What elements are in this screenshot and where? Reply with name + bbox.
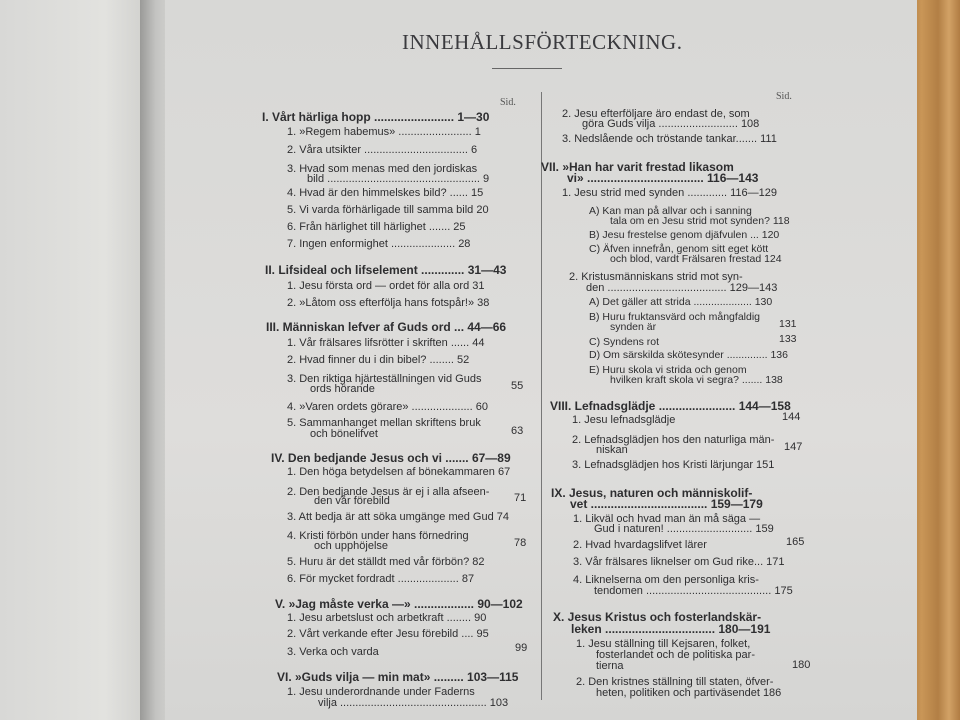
toc-item: 3. Hvad som menas med den jordiskas (287, 163, 478, 175)
toc-item: 2. Lefnadsglädjen hos den naturliga män- (572, 434, 775, 446)
toc-subitem: och blod, vardt Frälsaren frestad 124 (610, 253, 782, 265)
toc-item: 2. Vårt verkande efter Jesu förebild .... 95 (287, 628, 489, 640)
toc-item: 1. Jesu första ord — ordet för alla ord 31 (287, 280, 485, 292)
toc-item: 3. Vår frälsares liknelser om Gud rike... 171 (573, 556, 785, 568)
toc-item: heten, politiken och partiväsendet 186 (596, 687, 782, 699)
toc-item: niskan (596, 444, 628, 456)
toc-chapter: IV. Den bedjande Jesus och vi ....... 67—89 (271, 451, 511, 465)
toc-subitem: A) Kan man på allvar och i sanning (589, 205, 752, 217)
toc-item: 2. Kristusmänniskans strid mot syn- (569, 271, 743, 283)
toc-item: 147 (784, 441, 803, 453)
toc-item: 63 (511, 425, 524, 437)
toc-item: den vår förebild (314, 495, 390, 507)
toc-chapter: X. Jesus Kristus och fosterlandskär- (553, 610, 762, 624)
toc-subitem: D) Om särskilda skötesynder .............. 136 (589, 349, 788, 361)
toc-item: 6. För mycket fordradt .................... 87 (287, 573, 475, 585)
toc-item: tendomen ......................................... 175 (594, 585, 793, 597)
toc-item: den ....................................... 129—143 (586, 282, 778, 294)
toc-item: 4. »Varen ordets görare» .................... 60 (287, 401, 488, 413)
toc-chapter: VII. »Han har varit frestad likasom (541, 160, 734, 174)
toc-item: 1. Jesu lefnadsglädje (572, 414, 676, 426)
toc-item: 7. Ingen enformighet ..................... 28 (287, 238, 471, 250)
left-page (0, 0, 150, 720)
toc-chapter: vi» ................................... 116—143 (567, 171, 759, 185)
toc-subitem: synden är (610, 321, 657, 333)
toc-item: bild .................................................. 9 (307, 173, 490, 185)
toc-item: 2. Hvad hvardagslifvet lärer (573, 539, 707, 551)
toc-item: 3. Nedslående och tröstande tankar....... 111 (562, 133, 777, 145)
toc-item: ords hörande (310, 383, 375, 395)
toc-item: fosterlandet och de politiska par- (596, 649, 755, 661)
toc-item: 1. Jesu ställning till Kejsaren, folket, (576, 638, 751, 650)
toc-item: och bönelifvet (310, 428, 378, 440)
toc-chapter: IX. Jesus, naturen och människolif- (551, 486, 753, 500)
toc-subitem: hvilken kraft skola vi segra? ....... 138 (610, 374, 783, 386)
toc-item: 2. Den kristnes ställning till staten, öfver- (576, 676, 774, 688)
toc-item: Gud i naturen! ............................ 159 (594, 523, 774, 535)
toc-item: 2. Hvad finner du i din bibel? ........ 52 (287, 354, 470, 366)
toc-item: 1. »Regem habemus» ........................ 1 (287, 126, 481, 138)
toc-chapter: VIII. Lefnadsglädje ....................... 144—158 (550, 399, 791, 413)
toc-subitem: E) Huru skola vi strida och genom (589, 364, 747, 376)
toc-subitem: 131 (779, 318, 797, 330)
toc-item: 78 (514, 537, 527, 549)
page-number-header-right: Sid. (776, 91, 792, 102)
toc-item: vilja ................................................ 103 (318, 697, 509, 709)
toc-item: 55 (511, 380, 524, 392)
toc-item: 1. Jesu strid med synden ............. 116—129 (562, 187, 778, 199)
toc-item: 5. Vi varda förhärligade till samma bild 20 (287, 204, 489, 216)
toc-subitem: 133 (779, 333, 797, 345)
toc-item: 1. Jesu underordnande under Faderns (287, 686, 475, 698)
toc-subitem: tala om en Jesu strid mot synden? 118 (610, 215, 790, 227)
toc-item: 3. Att bedja är att söka umgänge med Gud 74 (287, 511, 509, 523)
toc-item: 99 (515, 642, 528, 654)
toc-item: 5. Sammanhanget mellan skriftens bruk (287, 417, 481, 429)
toc-chapter: I. Vårt härliga hopp ........................ 1—30 (262, 110, 490, 124)
toc-item: 3. Den riktiga hjärteställningen vid Guds (287, 373, 482, 385)
toc-chapter: leken ................................. 180—191 (571, 622, 771, 636)
toc-item: göra Guds vilja .......................... 108 (582, 118, 760, 130)
page-number-header-left: Sid. (500, 97, 516, 108)
toc-subitem: C) Syndens rot (589, 336, 660, 348)
toc-chapter: vet ................................... 159—179 (570, 497, 763, 511)
toc-item: 5. Huru är det ställdt med vår förbön? 82 (287, 556, 485, 568)
toc-item: 3. Verka och varda (287, 646, 379, 658)
toc-item: 1. Jesu arbetslust och arbetkraft ........ 90 (287, 612, 487, 624)
toc-subitem: C) Äfven innefrån, genom sitt eget kött (589, 243, 769, 255)
page-title: INNEHÅLLSFÖRTECKNING. (402, 30, 683, 54)
toc-item: 1. Den höga betydelsen af bönekammaren 67 (287, 466, 511, 478)
toc-item: 1. Likväl och hvad man än må säga — (573, 513, 761, 525)
toc-item: 6. Från härlighet till härlighet ....... 25 (287, 221, 466, 233)
toc-item: 71 (514, 492, 527, 504)
column-divider (541, 92, 542, 700)
toc-chapter: V. »Jag måste verka —» .................. 90—102 (275, 597, 523, 611)
toc-subitem: B) Jesu frestelse genom djäfvulen ... 120 (589, 229, 780, 241)
toc-item: tierna (596, 660, 624, 672)
toc-subitem: A) Det gäller att strida .................... 130 (589, 296, 773, 308)
toc-item: 2. Den bedjande Jesus är ej i alla afseen- (287, 486, 490, 498)
toc-item: 144 (782, 411, 801, 423)
toc-item: 2. »Låtom oss efterfölja hans fotspår!» 38 (287, 297, 490, 309)
toc-chapter: III. Människan lefver af Guds ord ... 44—66 (266, 320, 507, 334)
title-rule (492, 68, 562, 69)
toc-item: 4. Liknelserna om den personliga kris- (573, 574, 759, 586)
toc-item: 2. Jesu efterföljare äro endast de, som (562, 108, 750, 120)
toc-chapter: VI. »Guds vilja — min mat» ......... 103—115 (277, 670, 519, 684)
toc-chapter: II. Lifsideal och lifselement ............. 31—43 (265, 263, 507, 277)
toc-item: 180 (792, 659, 811, 671)
toc-item: 3. Lefnadsglädjen hos Kristi lärjungar 151 (572, 459, 775, 471)
toc-item: 165 (786, 536, 805, 548)
toc-item: 2. Våra utsikter .................................. 6 (287, 144, 478, 156)
toc-subitem: B) Huru fruktansvärd och mångfaldig (589, 311, 760, 323)
toc-item: 1. Vår frälsares lifsrötter i skriften ...... 44 (287, 337, 485, 349)
toc-item: 4. Kristi förbön under hans förnedring (287, 530, 469, 542)
toc-item: och upphöjelse (314, 540, 389, 552)
toc-item: 4. Hvad är den himmelskes bild? ...... 15 (287, 187, 484, 199)
